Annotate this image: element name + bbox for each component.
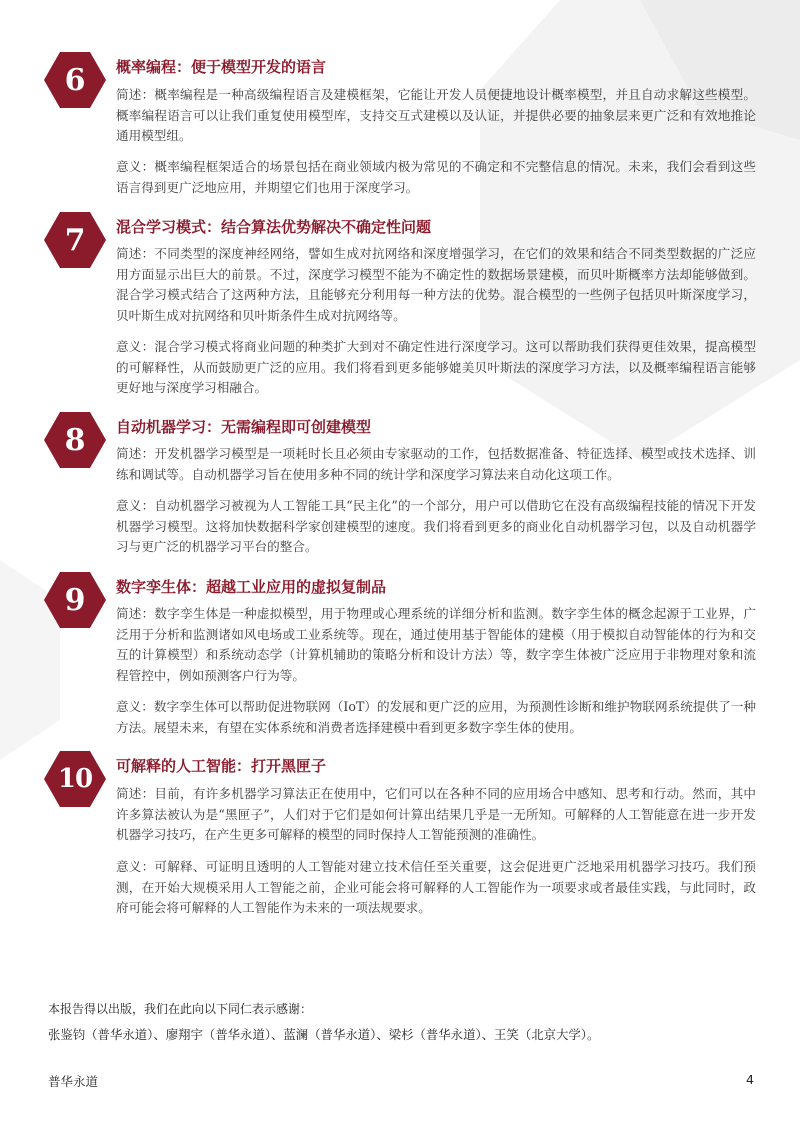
number-hexagon-badge bbox=[44, 52, 106, 108]
section-title: 数字孪生体：超越工业应用的虚拟复制品 bbox=[116, 578, 387, 596]
number-hexagon-badge bbox=[44, 212, 106, 268]
section-number: 9 bbox=[64, 582, 86, 618]
page-number: 4 bbox=[746, 1072, 754, 1087]
section-number: 8 bbox=[64, 422, 86, 458]
acknowledgement-names: 张鉴钧（普华永道）、廖翔宇（普华永道）、蓝澜（普华永道）、梁杉（普华永道）、王笑（北京大学）。 bbox=[48, 1027, 600, 1042]
section-number: 6 bbox=[64, 62, 86, 98]
section-brief: 简述：目前，有许多机器学习算法正在使用中，它们可以在各种不同的应用场合中感知、思考和行动。然而，其中许多算法被认为是“黑匣子”，人们对于它们是如何计算出结果几乎是一无所知。可解释的人工智能意在进一步开发机器学习技巧，在产生更多可解释的模型的同时保持人工智能预测的准确性。 bbox=[116, 786, 756, 842]
section-title: 自动机器学习：无需编程即可创建模型 bbox=[116, 418, 372, 436]
section-brief: 简述：数字孪生体是一种虚拟模型，用于物理或心理系统的详细分析和监测。数字孪生体的概念起源于工业界，广泛用于分析和监测诸如风电场或工业系统等。现在，通过使用基于智能体的建模（用于模拟自动智能体的行为和交互的计算模型）和系统动态学（计算机辅助的策略分析和设计方法）等，数字孪生体被广泛应用于非物理对象和流程管控中，例如预测客户行为等。 bbox=[116, 606, 756, 683]
footer-company: 普华永道 bbox=[48, 1074, 99, 1089]
section-meaning: 意义：可解释、可证明且透明的人工智能对建立技术信任至关重要，这会促进更广泛地采用机器学习技巧。我们预测，在开始大规模采用人工智能之前，企业可能会将可解释的人工智能作为一项要求或者最佳实践，与此同时，政府可能会将可解释的人工智能作为未来的一项法规要求。 bbox=[116, 859, 756, 915]
section-meaning: 意义：混合学习模式将商业问题的种类扩大到对不确定性进行深度学习。这可以帮助我们获得更佳效果，提高模型的可解释性，从而鼓励更广泛的应用。我们将看到更多能够媲美贝叶斯法的深度学习方法，以及概率编程语言能够更好地与深度学习相融合。 bbox=[116, 339, 756, 395]
section-meaning: 意义：概率编程框架适合的场景包括在商业领域内极为常见的不确定和不完整信息的情况。未来，我们会看到这些语言得到更广泛地应用，并期望它们也用于深度学习。 bbox=[116, 159, 756, 195]
section-number: 7 bbox=[64, 222, 86, 258]
section-meaning: 意义：数字孪生体可以帮助促进物联网（IoT）的发展和更广泛的应用，为预测性诊断和维护物联网系统提供了一种方法。展望未来，有望在实体系统和消费者选择建模中看到更多数字孪生体的使用。 bbox=[116, 699, 756, 735]
section-brief: 简述：开发机器学习模型是一项耗时长且必须由专家驱动的工作，包括数据准备、特征选择、模型或技术选择、训练和调试等。自动机器学习旨在使用多种不同的统计学和深度学习算法来自动化这项工作。 bbox=[116, 446, 756, 482]
number-hexagon-badge bbox=[44, 412, 106, 468]
number-hexagon-badge bbox=[44, 751, 106, 807]
section-brief: 简述：概率编程是一种高级编程语言及建模框架，它能让开发人员便捷地设计概率模型，并且自动求解这些模型。概率编程语言可以让我们重复使用模型库，支持交互式建模以及认证，并提供必要的抽象层来更广泛和有效地推论通用模型组。 bbox=[116, 87, 756, 143]
acknowledgement-intro: 本报告得以出版，我们在此向以下同仁表示感谢： bbox=[48, 1002, 313, 1016]
section-title: 可解释的人工智能：打开黑匣子 bbox=[116, 757, 327, 775]
section-number: 10 bbox=[57, 764, 93, 794]
section-brief: 简述：不同类型的深度神经网络，譬如生成对抗网络和深度增强学习，在它们的效果和结合不同类型数据的广泛应用方面显示出巨大的前景。不过，深度学习模型不能为不确定性的数据场景建模，而贝叶斯概率方法却能够做到。混合学习模式结合了这两种方法，且能够充分利用每一种方法的优势。混合模型的一些例子包括贝叶斯深度学习，贝叶斯生成对抗网络和贝叶斯条件生成对抗网络等。 bbox=[116, 246, 756, 323]
section-meaning: 意义：自动机器学习被视为人工智能工具“民主化”的一个部分，用户可以借助它在没有高级编程技能的情况下开发机器学习模型。这将加快数据科学家创建模型的速度。我们将看到更多的商业化自动机器学习包，以及自动机器学习与更广泛的机器学习平台的整合。 bbox=[116, 498, 756, 554]
section-title: 混合学习模式：结合算法优势解决不确定性问题 bbox=[116, 218, 432, 236]
section-title: 概率编程：便于模型开发的语言 bbox=[116, 58, 327, 76]
number-hexagon-badge bbox=[44, 572, 106, 628]
